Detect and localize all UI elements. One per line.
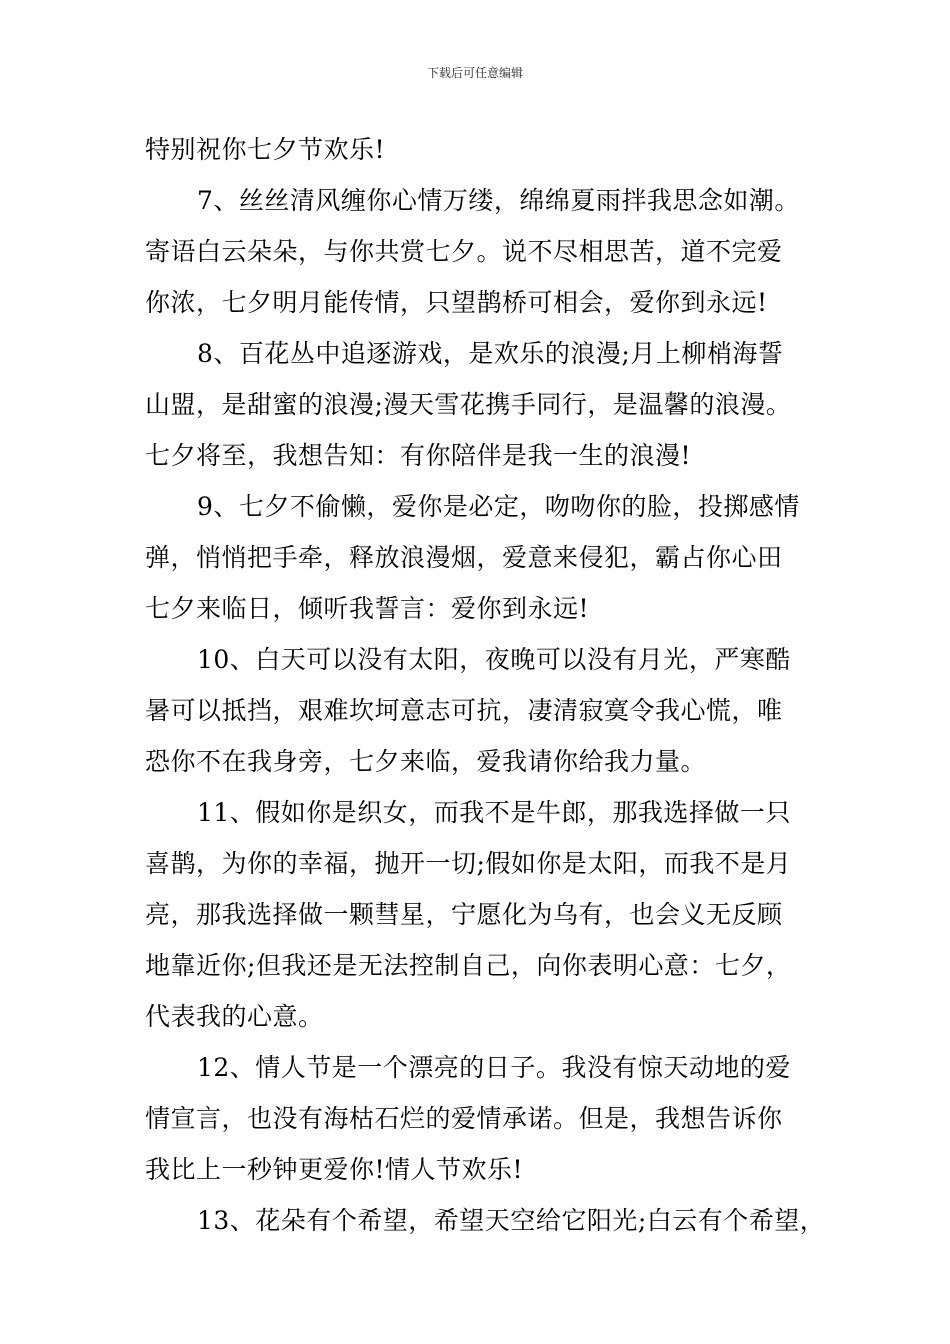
text-line: 七夕将至，我想告知：有你陪伴是我一生的浪漫! [145, 441, 692, 470]
text-line: 9、七夕不偷懒，爱你是必定，吻吻你的脸，投掷感情 [197, 492, 800, 521]
text-line: 11、假如你是织女，而我不是牛郎，那我选择做一只 [197, 798, 791, 827]
document-body [145, 124, 825, 1246]
text-line: 弹，悄悄把手牵，释放浪漫烟，爱意来侵犯，霸占你心田 [145, 543, 783, 572]
text-line: 我比上一秒钟更爱你!情人节欢乐! [145, 1155, 524, 1184]
text-line: 代表我的心意。 [145, 1002, 324, 1031]
text-line: 8、百花丛中追逐游戏，是欢乐的浪漫;月上柳梢海誓 [197, 339, 784, 368]
text-line: 12、情人节是一个漂亮的日子。我没有惊天动地的爱 [197, 1053, 791, 1082]
text-line: 你浓，七夕明月能传情，只望鹊桥可相会，爱你到永远! [145, 288, 768, 317]
text-line: 寄语白云朵朵，与你共赏七夕。说不尽相思苦，道不完爱 [145, 237, 783, 266]
text-line: 喜鹊，为你的幸福，抛开一切;假如你是太阳，而我不是月 [145, 849, 792, 878]
text-line: 10、白天可以没有太阳，夜晚可以没有月光，严寒酷 [197, 645, 791, 674]
text-line: 特别祝你七夕节欢乐! [145, 135, 386, 164]
page-header: 下载后可任意编辑 [426, 66, 523, 80]
text-line: 7、丝丝清风缠你心情万缕，绵绵夏雨拌我思念如潮。 [197, 186, 800, 215]
text-line: 情宣言，也没有海枯石烂的爱情承诺。但是，我想告诉你 [145, 1104, 783, 1133]
text-line: 13、花朵有个希望，希望天空给它阳光;白云有个希望， [197, 1206, 826, 1235]
text-line: 恐你不在我身旁，七夕来临，爱我请你给我力量。 [145, 747, 707, 776]
text-line: 山盟，是甜蜜的浪漫;漫天雪花携手同行，是温馨的浪漫。 [145, 390, 792, 419]
text-line: 亮，那我选择做一颗彗星，宁愿化为乌有，也会义无反顾 [145, 900, 783, 929]
text-line: 暑可以抵挡，艰难坎坷意志可抗，凄清寂寞令我心慌，唯 [145, 696, 783, 725]
text-line: 地靠近你;但我还是无法控制自己，向你表明心意：七夕， [145, 951, 792, 980]
text-line: 七夕来临日，倾听我誓言：爱你到永远! [145, 594, 590, 623]
